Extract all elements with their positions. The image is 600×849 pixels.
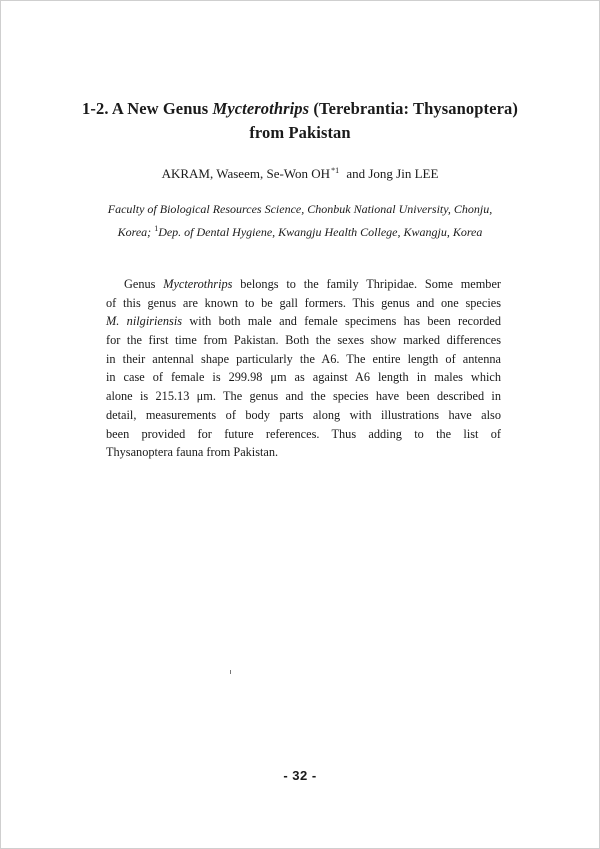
- abstract-line: in their antennal shape particularly the A6. The entire length of antenna: [106, 351, 501, 366]
- affiliation-line-1: Faculty of Biological Resources Science, Chonbuk National University, Chonju,: [107, 202, 493, 216]
- abstract-line: detail, measurements of body parts along with illustrations have also: [106, 407, 501, 422]
- abstract-line: of this genus are known to be gall formers. This genus and one species: [106, 295, 501, 310]
- author-list: AKRAM, Waseem, Se-Won OH$^{*1}$ and Jong Jin LEE: [161, 166, 439, 181]
- title-genus-name: Mycterothrips: [212, 99, 310, 118]
- affiliation-footnote-mark: 1: [154, 224, 159, 233]
- page-number: - 32 -: [283, 768, 317, 783]
- abstract-line: Genus Mycterothrips belongs to the family Thripidae. Some member: [124, 277, 501, 291]
- affiliation-line-2: Korea; $^1$Dep. of Dental Hygiene, Kwangju Health College, Kwangju, Korea: [117, 224, 483, 239]
- paper-title: [60, 97, 540, 145]
- abstract-line: for the first time from Pakistan. Both the sexes show marked differences: [106, 333, 501, 348]
- title-line-2: from Pakistan: [249, 123, 351, 142]
- abstract-line: alone is 215.13 μm. The genus and the species have been described in: [106, 389, 501, 404]
- title-line-1: 1-2. A New Genus Mycterothrips (Terebrantia: Thysanoptera): [82, 99, 518, 118]
- scan-speck: [230, 670, 231, 674]
- abstract-line: in case of female is 299.98 μm as against A6 length in males which: [106, 370, 501, 385]
- author-footnote-mark: *1: [331, 166, 340, 175]
- abstract-line: Thysanoptera fauna from Pakistan.: [106, 445, 279, 460]
- abstract-line: been provided for future references. Thus adding to the list of: [106, 426, 501, 441]
- abstract-line: M. nilgiriensis with both male and female specimens has been recorded: [106, 314, 501, 329]
- abstract-body: [106, 275, 501, 462]
- affiliation: [92, 200, 508, 242]
